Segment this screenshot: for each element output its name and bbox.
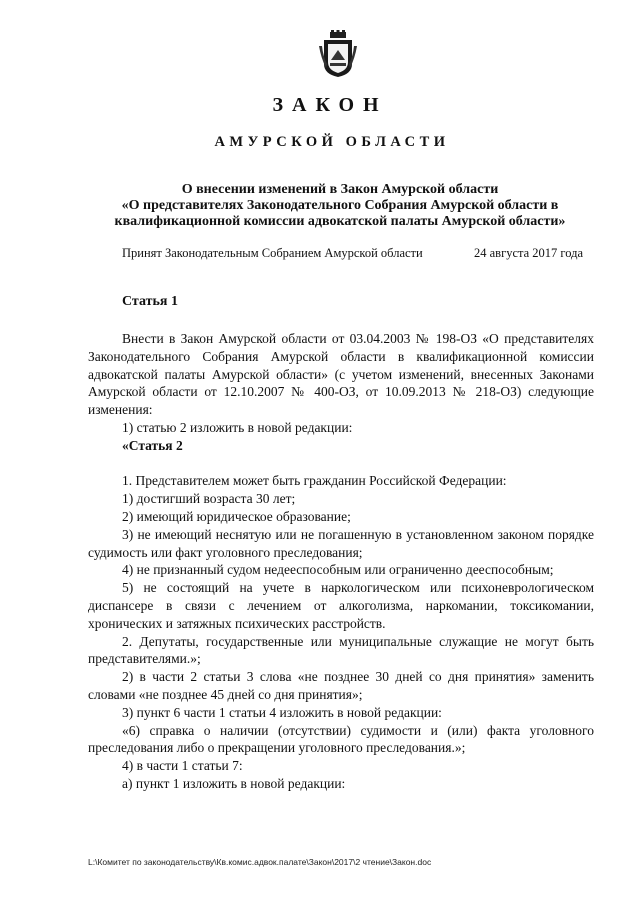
article-heading: Статья 1 xyxy=(122,294,178,309)
blank-line xyxy=(88,455,594,473)
subject-line: «О представителях Законодательного Собрания Амурской области в xyxy=(121,198,559,213)
law-title: ЗАКОН xyxy=(272,94,388,116)
adoption-date: 24 августа 2017 года xyxy=(474,246,584,260)
file-path-footer: L:\Комитет по законодательству\Кв.комис.адвок.палате\Закон\2017\2 чтение\Закон.doc xyxy=(88,857,432,867)
paragraph: 4) в части 1 статьи 7: xyxy=(122,758,243,774)
paragraph: а) пункт 1 изложить в новой редакции: xyxy=(122,775,346,791)
paragraph: «6) справка о наличии (отсутствии) судимости и (или) факта уголовного преследования либо о прекращении уголовного преследования.»; xyxy=(88,722,594,756)
law-subject xyxy=(88,182,592,230)
paragraph: Внести в Закон Амурской области от 03.04.2003 № 198-ОЗ «О представителях Законодательного Собрания Амурской области в квалификационной комиссии адвокатской палаты Амурской области» (с учетом изменений, внесенных Законами Амурской области от 12.10.2007 № 400-ОЗ, от 10.09.2013 № 218-ОЗ) следующие изменения: xyxy=(88,331,594,418)
paragraph: 1. Представителем может быть гражданин Российской Федерации: xyxy=(122,473,507,489)
article-body xyxy=(88,330,594,793)
paragraph: 2) в части 2 статьи 3 слова «не позднее 30 дней со дня принятия» заменить словами «не позднее 45 дней со дня принятия»; xyxy=(88,669,594,702)
subject-line: О внесении изменений в Закон Амурской области xyxy=(181,182,499,197)
paragraph: 3) не имеющий неснятую или не погашенную в установленном законом порядке судимость или факт уголовного преследования; xyxy=(88,526,594,560)
paragraph: 1) статью 2 изложить в новой редакции: xyxy=(122,419,353,435)
adoption-statement: Принят Законодательным Собранием Амурской области xyxy=(122,246,423,260)
paragraph: 2) имеющий юридическое образование; xyxy=(122,508,351,524)
paragraph: 1) достигший возраста 30 лет; xyxy=(122,491,296,507)
paragraph: 3) пункт 6 части 1 статьи 4 изложить в новой редакции: xyxy=(122,704,442,720)
paragraph-article-2-heading: «Статья 2 xyxy=(122,437,183,453)
subject-line: квалификационной комиссии адвокатской палаты Амурской области» xyxy=(114,214,566,229)
region-title: АМУРСКОЙ ОБЛАСТИ xyxy=(214,134,450,150)
paragraph: 5) не состоящий на учете в наркологическом или психоневрологическом диспансере в связи с лечением от алкоголизма, наркомании, токсикомании, хронических и затяжных психических расстройств. xyxy=(88,580,594,631)
paragraph: 4) не признанный судом недееспособным или ограниченно дееспособным; xyxy=(122,562,554,578)
paragraph: 2. Депутаты, государственные или муниципальные служащие не могут быть представителями.»; xyxy=(88,633,594,667)
amur-oblast-coat-of-arms-icon xyxy=(318,30,358,78)
